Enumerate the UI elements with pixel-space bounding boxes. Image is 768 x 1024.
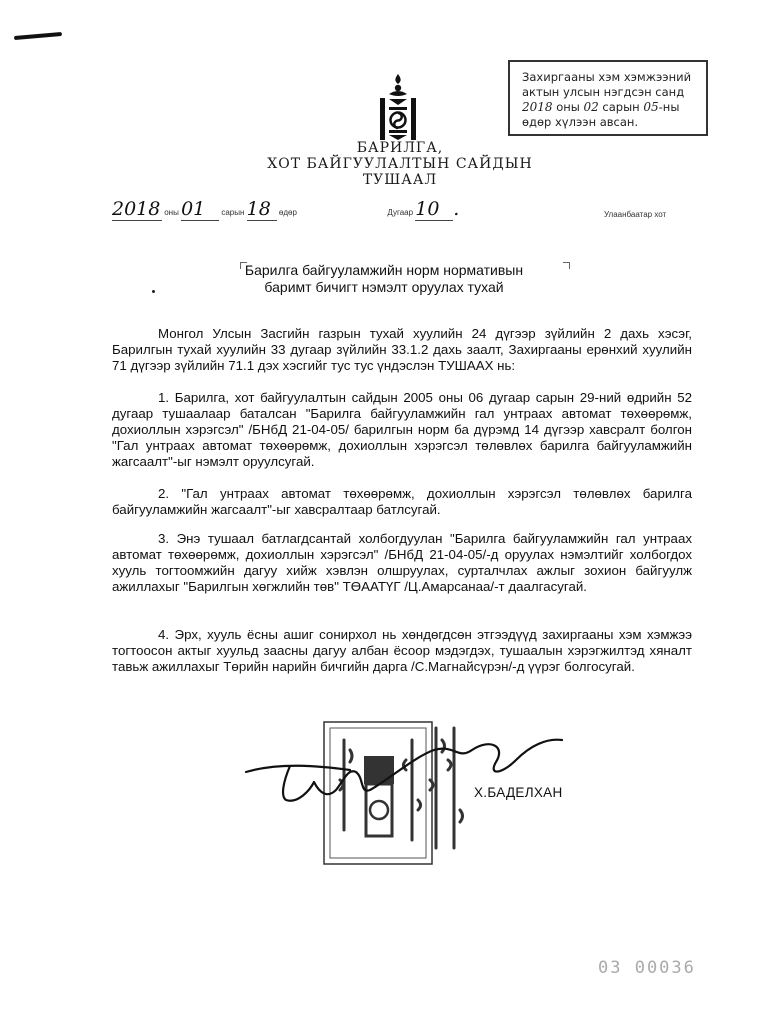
order-city: Улаанбаатар хот (604, 210, 667, 219)
order-day-label: өдөр (278, 208, 297, 217)
order-year: 2018 (112, 198, 161, 220)
preamble: Монгол Улсын Засгийн газрын тухай хуулийн 24 дүгээр зүйлийн 2 дахь хэсэг, Барилгын тухай хуулийн 33 дугаар зүйлийн 33.1.2 дахь заалт, Захиргааны ерөнхий хуулийн 71 дүгээр зүйлийн 71.1 дэх хэсгийг тус тус үндэслэн ТУШААХ нь: (112, 326, 692, 373)
order-number: 10 (415, 198, 440, 220)
stamp-month: 02 (583, 100, 599, 114)
subject-line-1: Барилга байгууламжийн норм нормативын (244, 262, 524, 278)
ministry-title (200, 140, 600, 188)
clause-2: 2. "Гал унтраах автомат төхөөрөмж, дохиоллын хэрэгсэл төлөвлөх барилга байгууламжийн жагсаалт"-ыг хавсралтаар батлсугай. (112, 486, 692, 517)
order-meta: 2018 оны 01 сарын 18 өдөр Дугаар 10 . (112, 198, 460, 220)
clause-3: 3. Энэ тушаал батлагдсантай холбогдуулан "Барилга байгууламжийн гал унтраах автомат төхөөрөмж, дохиоллын хэрэгсэл" /БНбД 21-04-05/-д оруулах нэмэлтийг холбогдох хууль тогтоомжийн дагуу хийж хэвлэн олшруулах, сурталчлах ажлыг зохион байгуулж ажиллахыг "Барилгын хөгжлийн төв" ТӨААТҮГ /Ц.Амарсанаа/-т даалгасугай. (112, 531, 692, 594)
official-seal-icon (324, 722, 463, 864)
stamp-line-2: актын улсын нэгдсэн санд (522, 85, 685, 99)
order-day: 18 (246, 198, 271, 220)
stamp-line-1: Захиргааны хэм хэмжээний (522, 70, 692, 84)
ministry-line-2: ХОТ БАЙГУУЛАЛТЫН САЙДЫН (267, 156, 533, 172)
order-month: 01 (181, 198, 206, 220)
ministry-line-1: БАРИЛГА, (356, 140, 444, 156)
state-emblem-icon (378, 72, 418, 142)
order-year-label: оны (164, 208, 179, 217)
stamp-month-suffix: сарын (598, 100, 644, 114)
subject-line-2: баримт бичигт нэмэлт оруулах тухай (264, 279, 504, 295)
order-month-label: сарын (221, 208, 245, 217)
stamp-day-suffix: -ны (658, 100, 680, 114)
stamp-day: 05 (643, 100, 659, 114)
page-number: 03 00036 (598, 958, 696, 978)
registration-stamp (508, 60, 708, 136)
stamp-line-3 (522, 100, 698, 115)
clause-1: 1. Барилга, хот байгуулалтын сайдын 2005 оны 06 дугаар сарын 29-ний өдрийн 52 дугаар тушаалаар баталсан "Барилга байгууламжийн гал унтраах автомат төхөөрөмж, дохиоллын хэрэгсэл" /БНбД 21-04-05/ барилгын норм ба дүрэмд 14 дүгээр хавсралт болгон "Гал унтраах автомат төхөөрөмж, дохиоллын хэрэгсэл төлөвлөх барилга байгууламжийн жагсаалт"-ыг нэмэлт оруулсугай. (112, 390, 692, 469)
order-subject (200, 262, 568, 296)
clause-4: 4. Эрх, хууль ёсны ашиг сонирхол нь хөндөгдсөн этгээдүүд захиргааны хэм хэмжээ тогтоосон актыг хуульд заасны дагуу албан ёсоор мэдэгдэх, тушаалын хэрэгжилтэд хяналт тавьж ажиллахыг Төрийн нарийн бичгийн дарга /С.Магнайсүрэн/-д үүрэг болгосугай. (112, 627, 692, 674)
scan-mark (14, 32, 62, 40)
stamp-year: 2018 (522, 100, 553, 114)
ministry-line-3: ТУШААЛ (362, 172, 438, 188)
signer-name: Х.БАДЕЛХАН (474, 785, 563, 800)
order-number-label: Дугаар (387, 208, 414, 217)
stamp-year-suffix: оны (552, 100, 584, 114)
stamp-line-4: өдөр хүлээн авсан. (522, 115, 639, 129)
scan-dot (152, 290, 155, 293)
